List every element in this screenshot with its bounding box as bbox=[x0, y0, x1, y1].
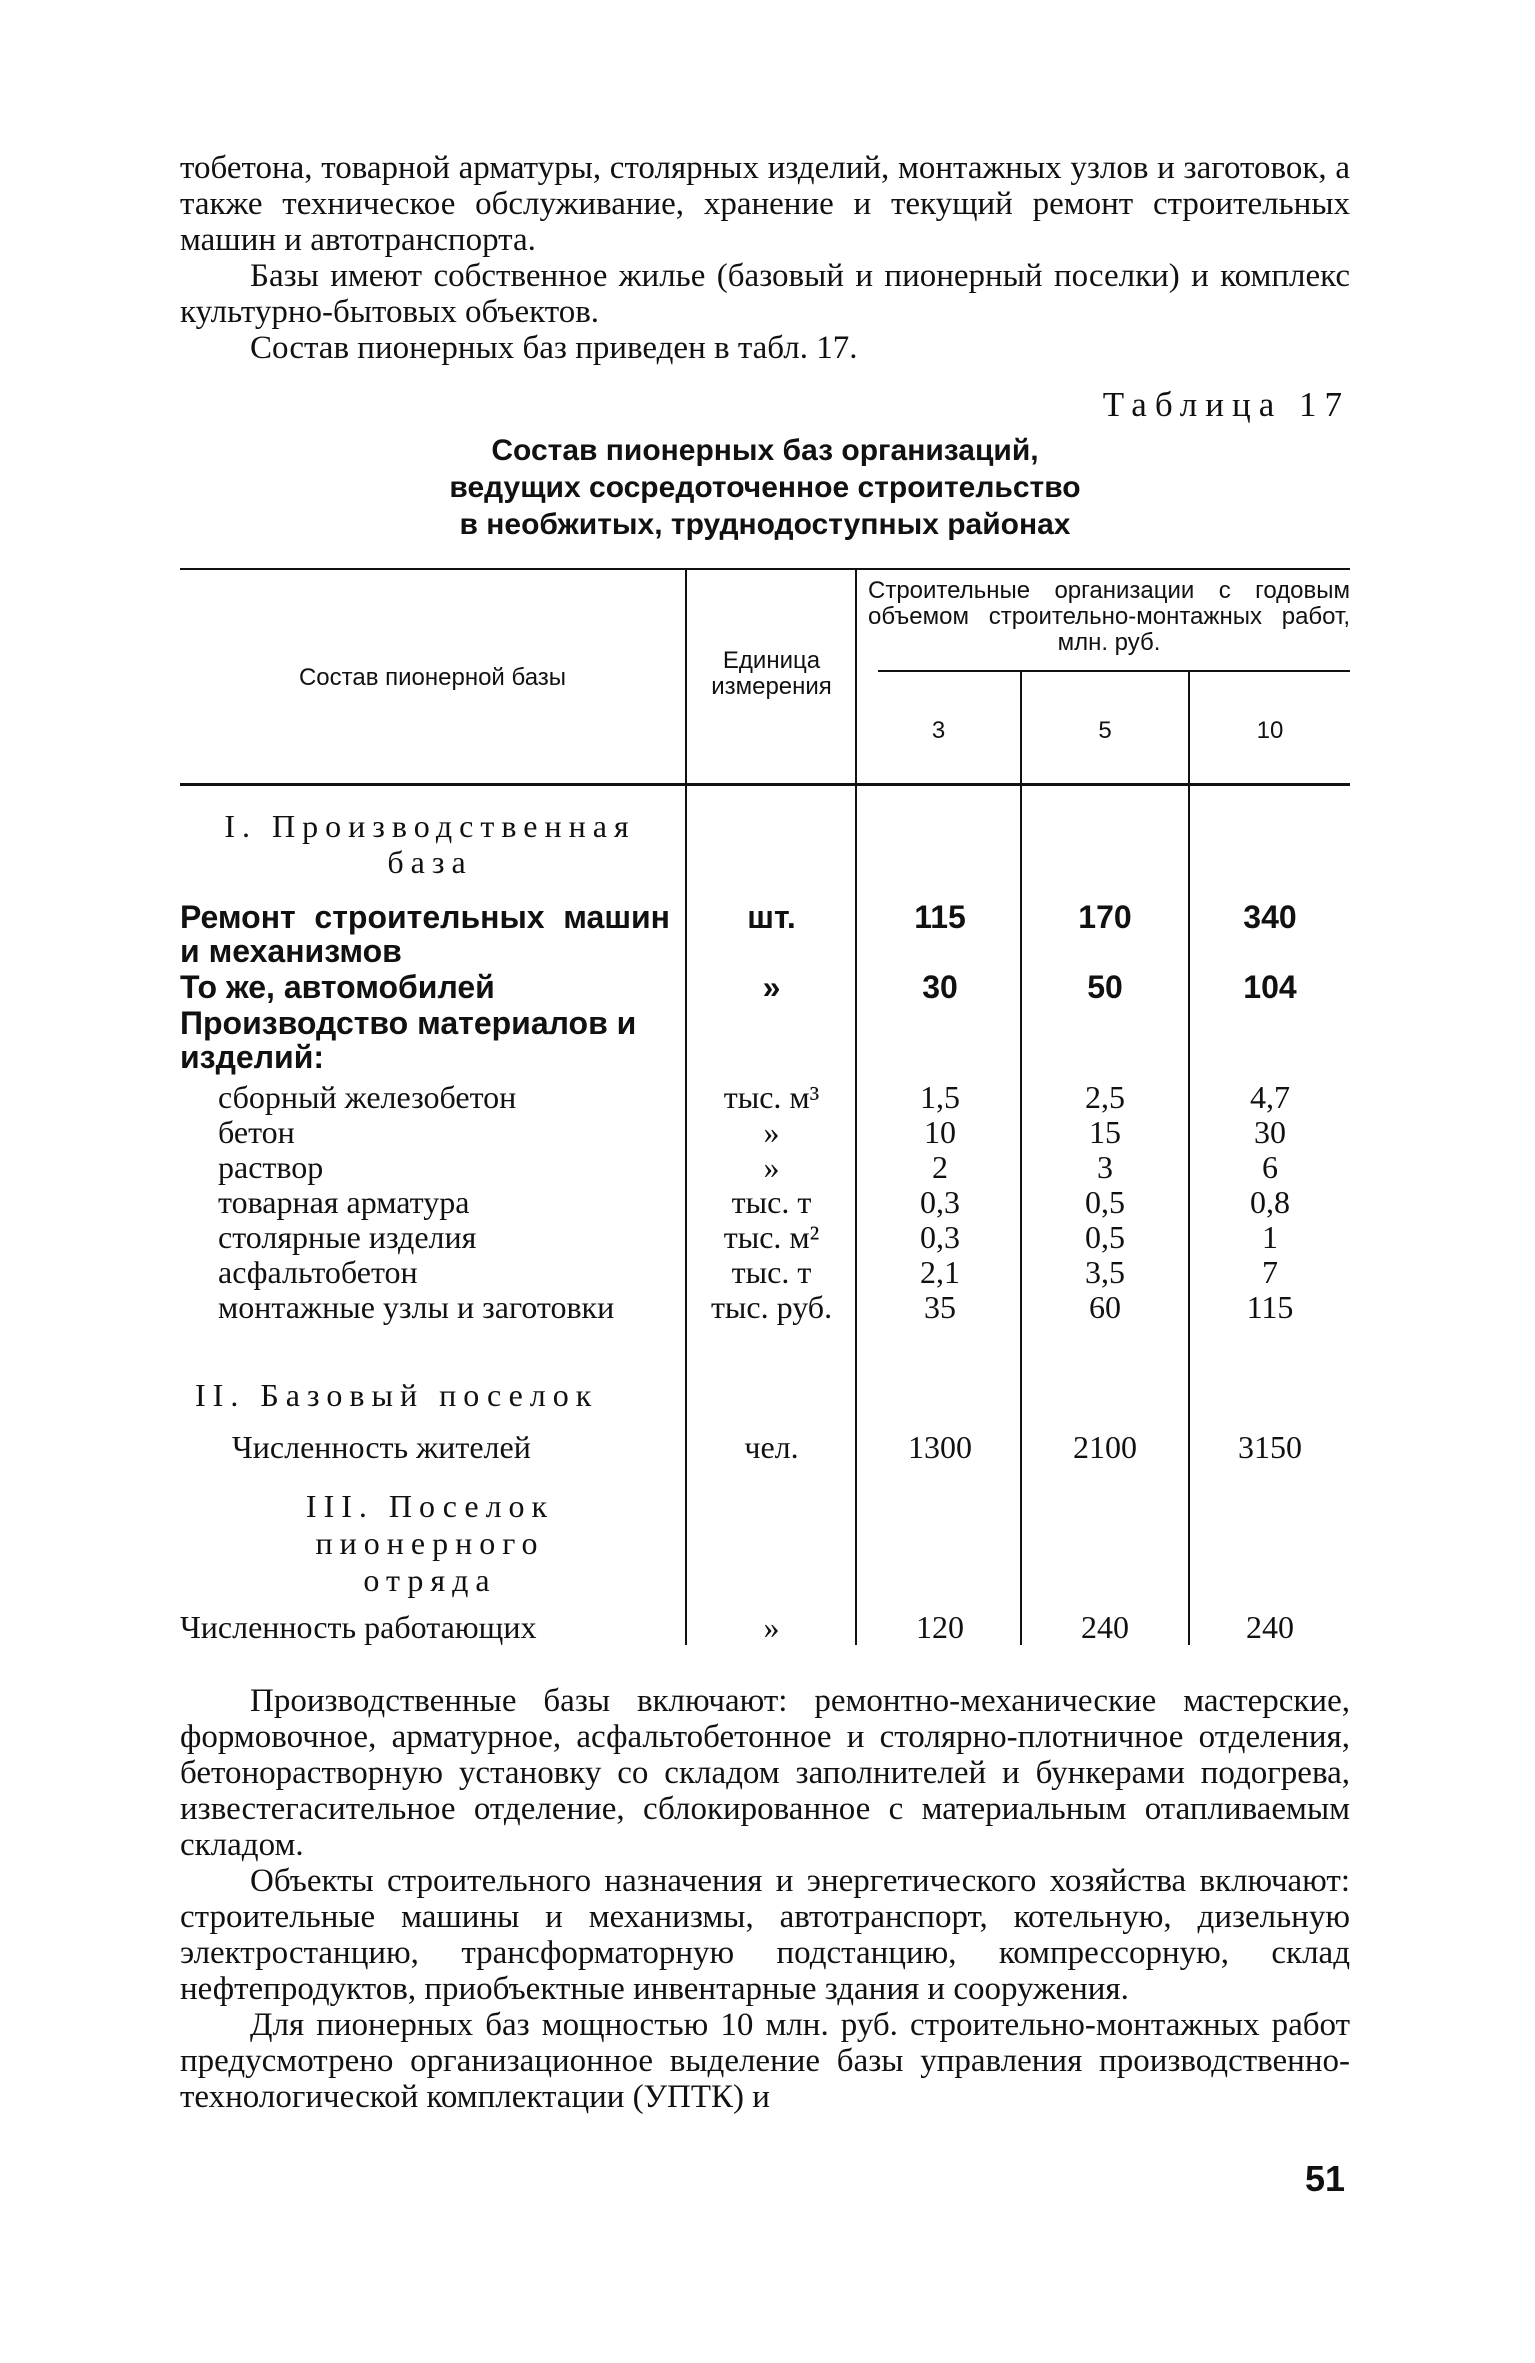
header-volume: 10 bbox=[1256, 717, 1284, 744]
row-value: 0,5 bbox=[1085, 1219, 1125, 1255]
paragraph: Базы имеют собственное жилье (базовый и пионерный поселки) и комплекс культурно-бытовых объектов. bbox=[180, 258, 1350, 330]
row-name: товарная арматура bbox=[218, 1184, 470, 1220]
col-divider bbox=[1020, 672, 1022, 1645]
row-value: 30 bbox=[1254, 1114, 1286, 1150]
col-divider bbox=[685, 570, 687, 1645]
row-name: То же, автомобилей bbox=[180, 969, 495, 1005]
row-name: Численность жителей bbox=[232, 1429, 531, 1465]
row-value: 0,3 bbox=[920, 1184, 960, 1220]
section-title: III. Поселок пионерного отряда bbox=[305, 1488, 555, 1598]
row-name: Ремонт строительных машин и механизмов bbox=[180, 899, 670, 969]
row-value: 15 bbox=[1089, 1114, 1121, 1150]
section-title: I. Производственная база bbox=[224, 808, 636, 880]
row-value: 0,3 bbox=[920, 1219, 960, 1255]
row-unit: » bbox=[762, 969, 781, 1005]
row-value: 0,8 bbox=[1250, 1184, 1290, 1220]
row-name: столярные изделия bbox=[218, 1219, 477, 1255]
table-title-line: Состав пионерных баз организаций, bbox=[491, 434, 1039, 467]
row-value: 60 bbox=[1089, 1289, 1121, 1325]
table-title bbox=[180, 432, 1350, 543]
row-value: 3 bbox=[1097, 1149, 1113, 1185]
header-composition: Состав пионерной базы bbox=[298, 664, 567, 691]
row-unit: тыс. т bbox=[731, 1254, 812, 1290]
header-bottom-rule bbox=[180, 783, 1350, 786]
row-value: 7 bbox=[1262, 1254, 1278, 1290]
row-value: 240 bbox=[1081, 1609, 1129, 1645]
row-unit: » bbox=[763, 1149, 780, 1185]
row-value: 104 bbox=[1243, 969, 1297, 1005]
row-unit: шт. bbox=[747, 899, 796, 935]
paragraph: Состав пионерных баз приведен в табл. 17. bbox=[250, 330, 858, 366]
row-value: 2100 bbox=[1073, 1429, 1137, 1465]
header-unit: Единица измерения bbox=[711, 647, 832, 700]
paragraph: Для пионерных баз мощностью 10 млн. руб. строительно-монтажных работ предусмотрено организационное выделение базы управления производственно-технологической комплектации (УПТК) и bbox=[180, 2007, 1350, 2115]
row-value: 2 bbox=[932, 1149, 948, 1185]
row-value: 50 bbox=[1087, 969, 1123, 1005]
row-name: раствор bbox=[218, 1149, 324, 1185]
header-volume: 5 bbox=[1098, 717, 1112, 744]
bottom-text bbox=[180, 1683, 1350, 2115]
row-value: 10 bbox=[924, 1114, 956, 1150]
table-title-line: в необжитых, труднодоступных районах bbox=[459, 508, 1071, 541]
row-value: 115 bbox=[1246, 1289, 1294, 1325]
row-value: 3,5 bbox=[1085, 1254, 1125, 1290]
paragraph: Производственные базы включают: ремонтно-механические мастерские, формовочное, арматурное, асфальтобетонное и столярно-плотничное отделения, бетонорастворную установку со складом заполнителей и бункерами подогрева, известегасительное отделение, сблокированное с материальным отапливаемым складом. bbox=[180, 1683, 1350, 1863]
header-orgs: Строительные организации с годовым объемом строительно-монтажных работ, млн. руб. bbox=[868, 577, 1350, 656]
row-name: Численность работающих bbox=[180, 1609, 537, 1645]
row-value: 240 bbox=[1246, 1609, 1294, 1645]
subheader: Производство материалов и изделий: bbox=[180, 1005, 637, 1075]
row-value: 6 bbox=[1262, 1149, 1278, 1185]
row-unit: » bbox=[763, 1609, 780, 1645]
row-unit: тыс. т bbox=[731, 1184, 812, 1220]
row-unit: тыс. м² bbox=[723, 1219, 820, 1255]
row-name: сборный железобетон bbox=[218, 1079, 517, 1115]
orgs-sub-rule bbox=[878, 670, 1350, 672]
row-value: 0,5 bbox=[1085, 1184, 1125, 1220]
table-title-line: ведущих сосредоточенное строительство bbox=[449, 471, 1081, 504]
row-value: 1300 bbox=[908, 1429, 972, 1465]
row-value: 340 bbox=[1243, 899, 1297, 935]
header-volume: 3 bbox=[931, 717, 946, 744]
row-unit: тыс. м³ bbox=[723, 1079, 820, 1115]
table-label: Таблица 17 bbox=[1102, 385, 1350, 424]
top-text bbox=[180, 150, 1350, 366]
row-name: монтажные узлы и заготовки bbox=[218, 1289, 615, 1325]
row-value: 115 bbox=[914, 899, 966, 935]
row-unit: чел. bbox=[744, 1429, 799, 1465]
page-number: 51 bbox=[1304, 2158, 1345, 2199]
section-title: II. Базовый поселок bbox=[195, 1377, 599, 1413]
table-top-rule bbox=[180, 568, 1350, 570]
row-value: 2,1 bbox=[920, 1254, 960, 1290]
row-name: асфальтобетон bbox=[218, 1254, 418, 1290]
row-value: 35 bbox=[924, 1289, 956, 1325]
paragraph: Объекты строительного назначения и энергетического хозяйства включают: строительные машины и механизмы, автотранспорт, котельную, дизельную электростанцию, трансформаторную подстанцию, компрессорную, склад нефтепродуктов, приобъектные инвентарные здания и сооружения. bbox=[180, 1863, 1350, 2007]
paragraph: тобетона, товарной арматуры, столярных изделий, монтажных узлов и заготовок, а также техническое обслуживание, хранение и текущий ремонт строительных машин и автотранспорта. bbox=[180, 150, 1350, 258]
row-value: 1 bbox=[1262, 1219, 1278, 1255]
row-value: 1,5 bbox=[920, 1079, 960, 1115]
row-unit: тыс. руб. bbox=[710, 1289, 833, 1325]
row-name: бетон bbox=[218, 1114, 295, 1150]
row-value: 2,5 bbox=[1085, 1079, 1125, 1115]
row-value: 120 bbox=[916, 1609, 964, 1645]
row-value: 30 bbox=[922, 969, 958, 1005]
row-value: 3150 bbox=[1238, 1429, 1302, 1465]
row-unit: » bbox=[763, 1114, 780, 1150]
row-value: 4,7 bbox=[1250, 1079, 1290, 1115]
row-value: 170 bbox=[1078, 899, 1132, 935]
